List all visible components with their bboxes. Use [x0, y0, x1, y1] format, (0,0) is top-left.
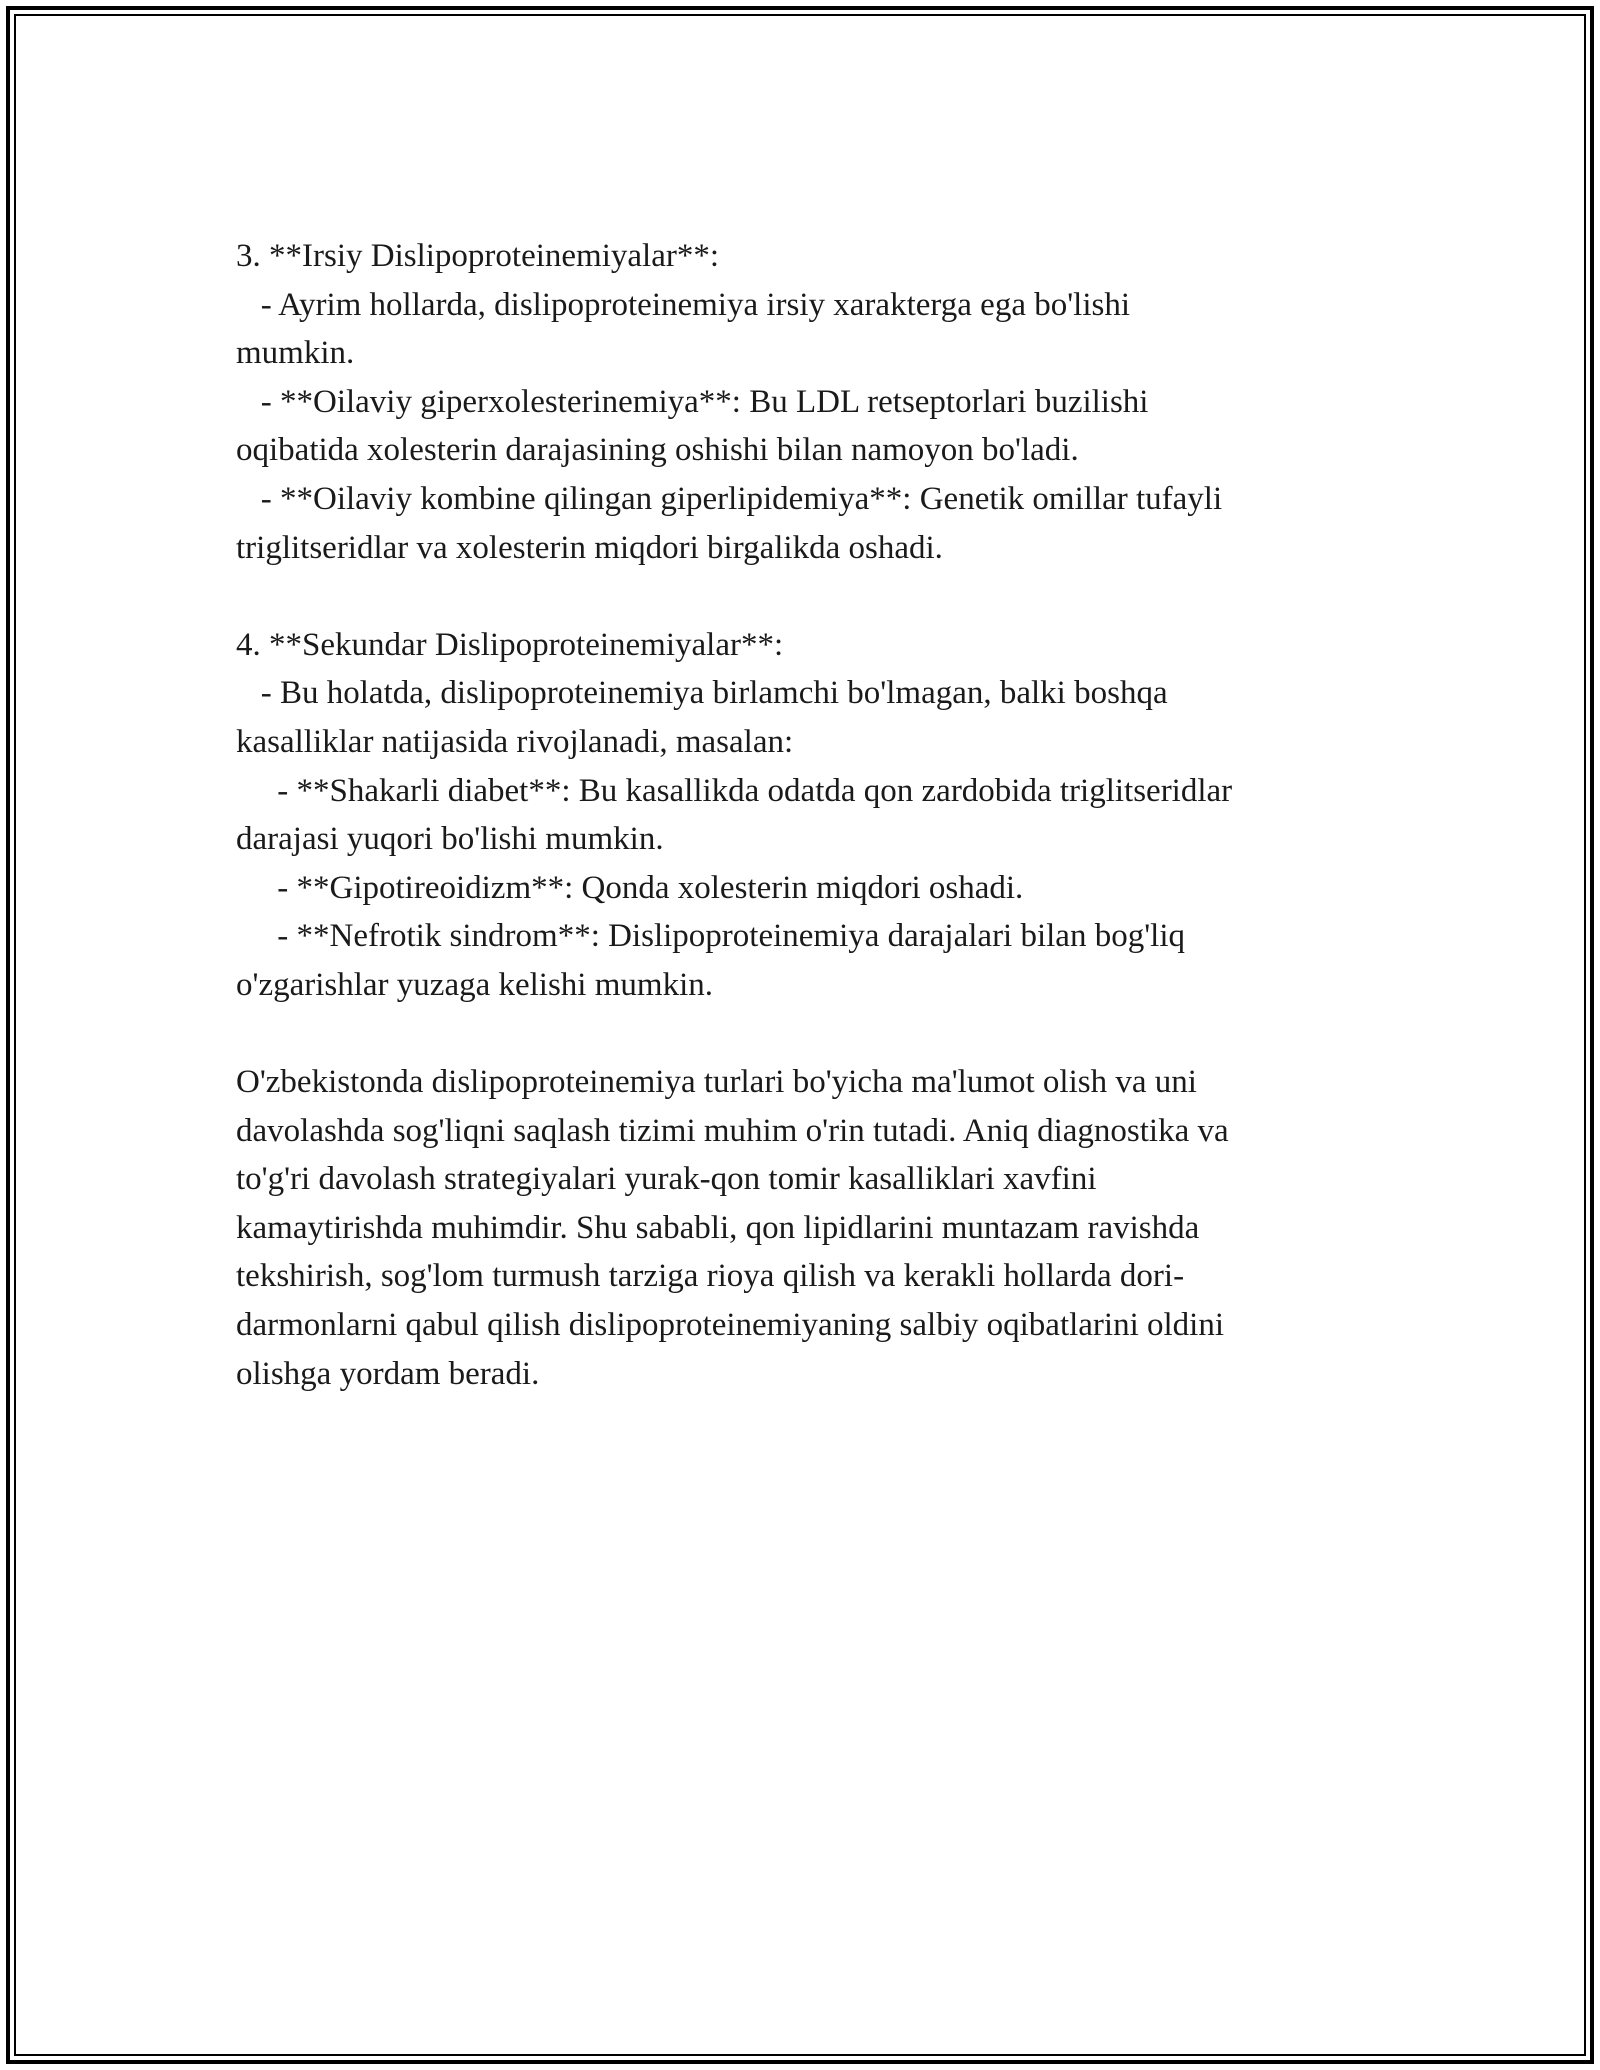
text-line: kasalliklar natijasida rivojlanadi, masalan: — [236, 723, 794, 760]
text-line: davolashda sog'liqni saqlash tizimi muhim o'rin tutadi. Aniq diagnostika va — [236, 1112, 1229, 1149]
text-line: to'g'ri davolash strategiyalari yurak-qon tomir kasalliklari xavfini — [236, 1161, 1097, 1198]
section-heading: 3. **Irsiy Dislipoproteinemiyalar**: — [236, 238, 719, 274]
section-conclusion — [236, 1058, 1366, 1398]
text-line: - **Oilaviy giperxolesterinemiya**: Bu LDL retseptorlari buzilishi — [236, 383, 1149, 420]
text-line: darmonlarni qabul qilish dislipoproteinemiyaning salbiy oqibatlarini oldini — [236, 1307, 1225, 1344]
section-sekundar — [236, 621, 1366, 1010]
document-body — [236, 232, 1366, 1398]
text-line: oqibatida xolesterin darajasining oshishi bilan namoyon bo'ladi. — [236, 432, 1079, 469]
text-line: - **Oilaviy kombine qilingan giperlipidemiya**: Genetik omillar tufayli — [236, 480, 1223, 517]
text-line: O'zbekistonda dislipoproteinemiya turlari bo'yicha ma'lumot olish va uni — [236, 1064, 1197, 1101]
paragraph-gap — [236, 1010, 1366, 1059]
text-line: - **Shakarli diabet**: Bu kasallikda odatda qon zardobida triglitseridlar — [236, 772, 1233, 809]
text-line: - **Nefrotik sindrom**: Dislipoproteinemiya darajalari bilan bog'liq — [236, 918, 1185, 955]
text-line: olishga yordam beradi. — [236, 1355, 540, 1392]
text-line: - Bu holatda, dislipoproteinemiya birlamchi bo'lmagan, balki boshqa — [236, 675, 1168, 712]
text-line: tekshirish, sog'lom turmush tarziga rioya qilish va kerakli hollarda dori- — [236, 1258, 1185, 1295]
section-heading: 4. **Sekundar Dislipoproteinemiyalar**: — [236, 626, 784, 663]
paragraph-gap — [236, 572, 1366, 621]
text-line: o'zgarishlar yuzaga kelishi mumkin. — [236, 966, 713, 1003]
text-line: darajasi yuqori bo'lishi mumkin. — [236, 821, 664, 858]
section-irsiy — [236, 232, 1366, 572]
text-line: kamaytirishda muhimdir. Shu sababli, qon lipidlarini muntazam ravishda — [236, 1209, 1200, 1246]
text-line: mumkin. — [236, 335, 355, 372]
text-line: - Ayrim hollarda, dislipoproteinemiya irsiy xarakterga ega bo'lishi — [236, 286, 1131, 323]
text-line: - **Gipotireoidizm**: Qonda xolesterin miqdori oshadi. — [236, 869, 1024, 906]
text-line: triglitseridlar va xolesterin miqdori birgalikda oshadi. — [236, 529, 943, 566]
